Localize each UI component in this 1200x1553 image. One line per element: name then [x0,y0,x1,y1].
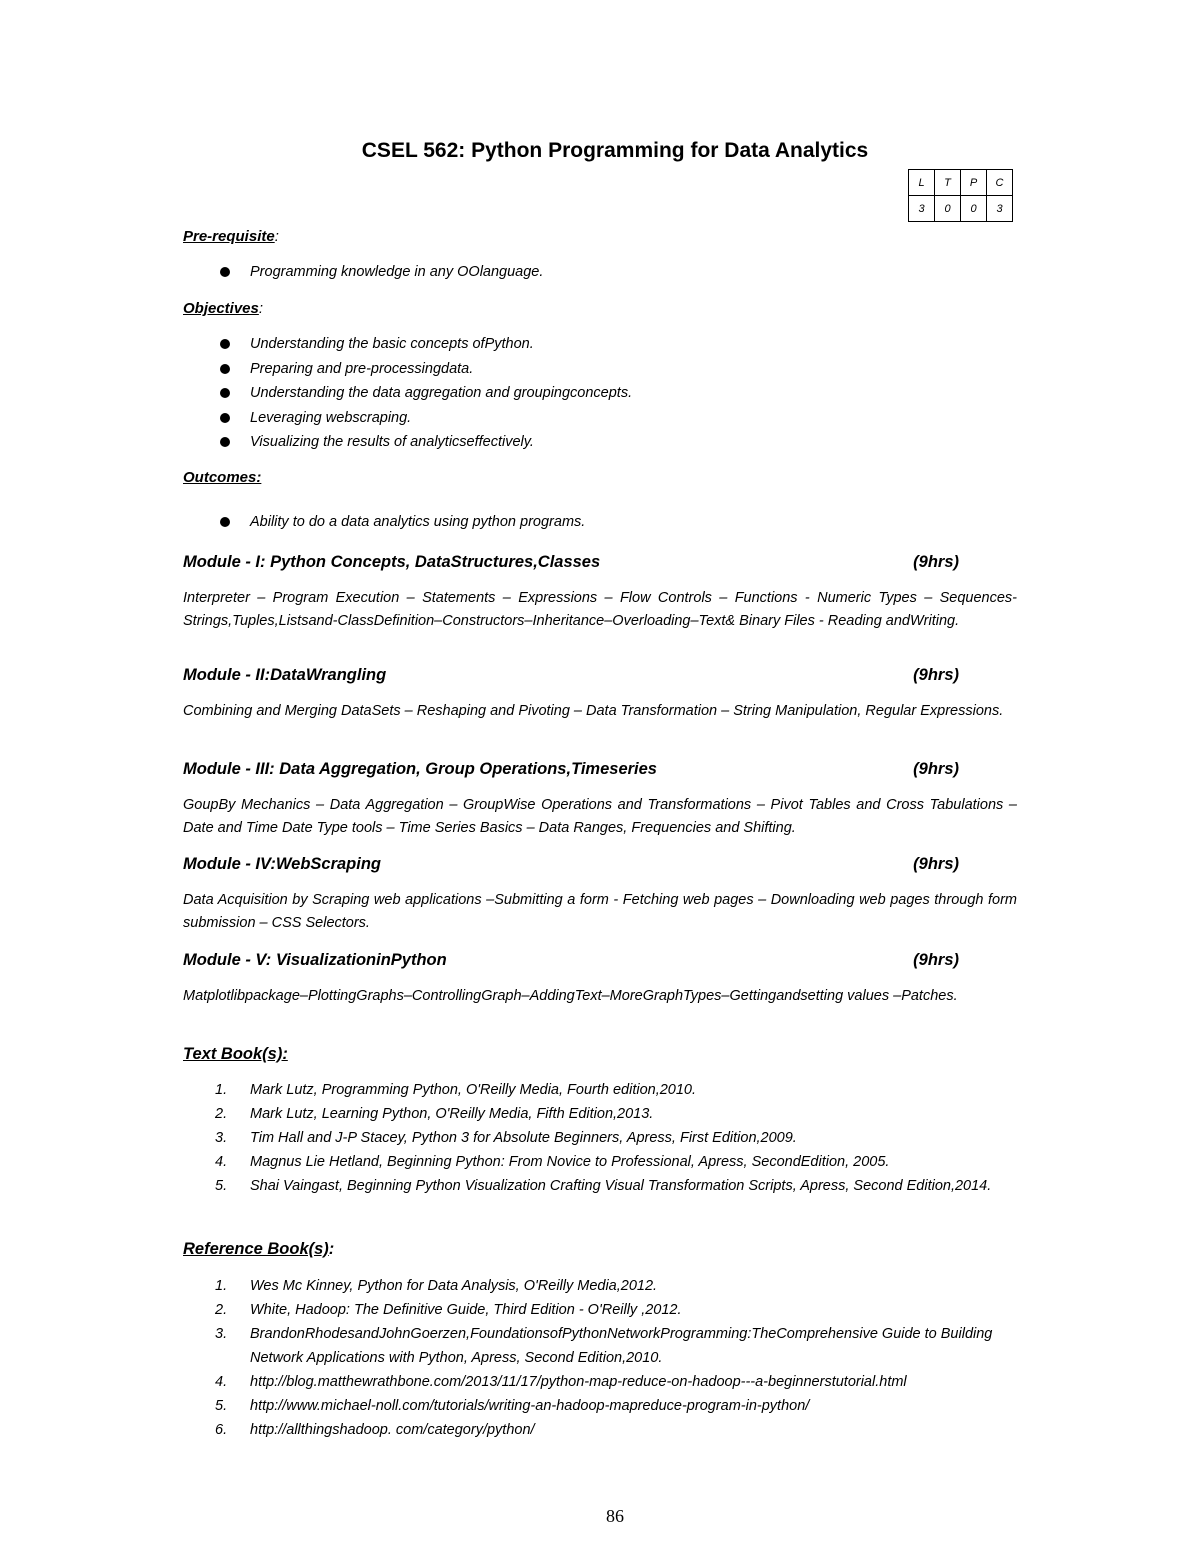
prerequisite-list [220,261,543,286]
list-item-number: 1. [215,1278,228,1294]
module-1-heading [183,553,959,572]
prerequisite-heading-text: Pre-requisite [183,228,275,245]
list-item [215,1150,1015,1174]
module-4-heading [183,855,959,874]
referencebooks-colon: : [328,1240,335,1258]
objectives-heading [183,300,263,317]
module-title: Module - II:DataWrangling [183,666,387,684]
textbooks-heading-text: Text Book(s): [183,1045,288,1063]
page-title: CSEL 562: Python Programming for Data Analytics [361,139,869,162]
prerequisite-colon: : [274,228,279,245]
ltpc-value-cell: 3 [909,196,935,222]
module-title: Module - III: Data Aggregation, Group Operations,Timeseries [183,760,657,778]
referencebooks-list [215,1274,1015,1442]
list-item-text: Mark Lutz, Learning Python, O'Reilly Media, Fifth Edition,2013. [250,1106,654,1122]
module-2-content: Combining and Merging DataSets – Reshaping and Pivoting – Data Transformation – String Manipulation, Regular Expressions. [183,703,1004,719]
list-item: Ability to do a data analytics using python programs. [220,511,585,536]
ltpc-header-row [909,170,1013,196]
module-title: Module - IV:WebScraping [183,855,382,873]
ltpc-header-cell: T [935,170,961,196]
module-hours: (9hrs) [913,666,959,684]
objectives-heading-text: Objectives [183,300,259,317]
page-number: 86 [606,1506,624,1526]
module-title: Module - I: Python Concepts, DataStructures,Classes [183,553,601,571]
textbooks-list [215,1078,1015,1198]
outcomes-heading [183,469,261,486]
ltpc-value-row [909,196,1013,222]
list-item-number: 2. [215,1106,228,1122]
module-3-content: GoupBy Mechanics – Data Aggregation – GroupWise Operations and Transformations – Pivot Tables and Cross Tabulations – Date and Time Date Type tools – Time Series Basics – Data Ranges, Frequencies and Shifting. [183,797,1017,836]
list-item: Understanding the data aggregation and groupingconcepts. [220,382,632,407]
list-item-number: 4. [215,1154,228,1170]
module-3-heading [183,760,959,779]
module-1-content: Interpreter – Program Execution – Statements – Expressions – Flow Controls – Functions - Numeric Types – Sequences-Strings,Tuples,Listsand-ClassDefinition–Constructors–Inheritance–Overloading–Text& Binary Files - Reading andWriting. [183,590,1017,629]
module-hours: (9hrs) [913,760,959,778]
list-item-text: http://www.michael-noll.com/tutorials/writing-an-hadoop-mapreduce-program-in-python/ [250,1398,810,1414]
list-item [215,1126,1015,1150]
ltpc-value-cell: 3 [987,196,1013,222]
list-item-number: 5. [215,1398,228,1414]
list-item: Leveraging webscraping. [220,407,632,432]
ltpc-header-cell: L [909,170,935,196]
list-item-number: 3. [215,1130,228,1146]
list-item [215,1322,1015,1370]
list-item-number: 2. [215,1302,228,1318]
list-item-number: 5. [215,1178,228,1194]
ltpc-value-cell: 0 [935,196,961,222]
module-title: Module - V: VisualizationinPython [183,951,447,969]
list-item [215,1298,1015,1322]
module-4-content: Data Acquisition by Scraping web applications –Submitting a form - Fetching web pages – Downloading web pages through form submission – CSS Selectors. [183,892,1017,931]
referencebooks-heading-text: Reference Book(s) [183,1240,329,1258]
list-item-text: http://allthingshadoop. com/category/python/ [250,1422,535,1438]
module-2-heading [183,666,959,685]
ltpc-table [908,169,1013,222]
list-item-number: 4. [215,1374,228,1390]
list-item-number: 3. [215,1326,228,1342]
referencebooks-heading [183,1240,334,1259]
list-item-text: http://blog.matthewrathbone.com/2013/11/17/python-map-reduce-on-hadoop---a-beginnerstutorial.html [250,1374,907,1390]
list-item-text: Magnus Lie Hetland, Beginning Python: From Novice to Professional, Apress, SecondEdition, 2005. [250,1154,890,1170]
outcomes-heading-text: Outcomes: [183,469,262,486]
list-item: Understanding the basic concepts ofPython. [220,333,632,358]
module-5-heading [183,951,959,970]
module-hours: (9hrs) [913,855,959,873]
list-item [215,1370,1015,1394]
textbooks-heading [183,1045,288,1064]
list-item-text: Mark Lutz, Programming Python, O'Reilly Media, Fourth edition,2010. [250,1082,697,1098]
ltpc-value-cell: 0 [961,196,987,222]
module-5-content: Matplotlibpackage–PlottingGraphs–ControllingGraph–AddingText–MoreGraphTypes–Gettingandsetting values –Patches. [183,988,958,1004]
module-hours: (9hrs) [913,951,959,969]
module-hours: (9hrs) [913,553,959,571]
outcomes-list [220,511,585,536]
list-item: Preparing and pre-processingdata. [220,358,632,383]
prerequisite-heading [183,228,279,245]
list-item-text: Tim Hall and J-P Stacey, Python 3 for Absolute Beginners, Apress, First Edition,2009. [250,1130,797,1146]
ltpc-header-cell: C [987,170,1013,196]
list-item [215,1274,1015,1298]
list-item-text: BrandonRhodesandJohnGoerzen,FoundationsofPythonNetworkProgramming:TheComprehensive Guide to Building Network Applications with Python, Apress, Second Edition,2010. [250,1326,993,1366]
list-item [215,1174,1015,1198]
list-item [215,1102,1015,1126]
list-item [215,1078,1015,1102]
list-item [215,1418,1015,1442]
list-item-number: 6. [215,1422,228,1438]
list-item-number: 1. [215,1082,228,1098]
list-item-text: Wes Mc Kinney, Python for Data Analysis, O'Reilly Media,2012. [250,1278,658,1294]
list-item [215,1394,1015,1418]
objectives-colon: : [258,300,264,317]
objectives-list [220,333,632,456]
list-item-text: Shai Vaingast, Beginning Python Visualization Crafting Visual Transformation Scripts, Apress, Second Edition,2014. [250,1178,992,1194]
list-item-text: White, Hadoop: The Definitive Guide, Third Edition - O'Reilly ,2012. [250,1302,682,1318]
list-item: Programming knowledge in any OOlanguage. [220,261,543,286]
list-item: Visualizing the results of analyticseffectively. [220,431,632,456]
ltpc-header-cell: P [961,170,987,196]
